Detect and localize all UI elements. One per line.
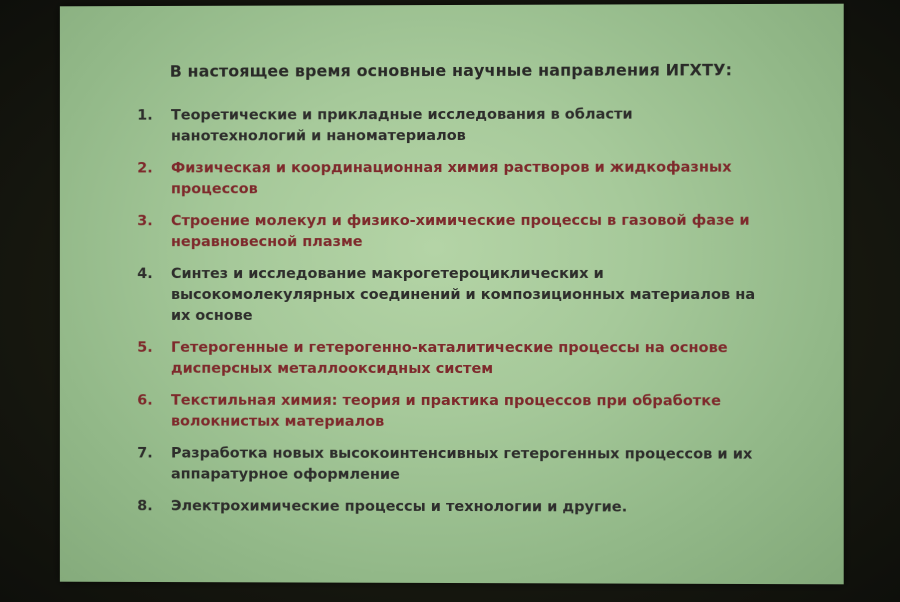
- item-line: их основе: [170, 307, 253, 324]
- item-text: [171, 157, 818, 200]
- item-text: [171, 444, 818, 487]
- item-text: [171, 211, 818, 253]
- item-text: [171, 496, 818, 519]
- list-item: [137, 443, 817, 486]
- item-text: [171, 338, 818, 381]
- list-item: [137, 211, 817, 254]
- item-line: Текстильная химия: теория и практика процессов при обработке: [170, 392, 722, 410]
- item-line: Разработка новых высокоинтенсивных гетерогенных процессов и их: [170, 445, 753, 463]
- item-text: [171, 104, 818, 147]
- research-directions-list: [137, 104, 817, 530]
- item-number: 5.: [137, 339, 153, 356]
- item-line: Строение молекул и физико-химические процессы в газовой фазе и: [170, 212, 750, 230]
- item-line: неравновесной плазме: [170, 234, 363, 251]
- item-line: нанотехнологий и наноматериалов: [170, 127, 466, 145]
- item-number: 4.: [137, 266, 153, 283]
- list-item: [137, 157, 817, 200]
- item-text: [171, 391, 818, 434]
- item-number: 3.: [137, 213, 153, 230]
- item-line: аппаратурное оформление: [170, 466, 400, 483]
- item-number: 7.: [137, 445, 153, 462]
- item-number: 2.: [137, 160, 153, 177]
- list-item: [137, 496, 817, 519]
- item-line: процессов: [170, 181, 258, 198]
- item-line: Синтез и исследование макрогетероциклических и: [170, 265, 604, 283]
- item-line: Гетерогенные и гетерогенно-каталитические процессы на основе: [170, 339, 728, 357]
- item-line: Физическая и координационная химия растворов и жидкофазных: [170, 159, 732, 177]
- list-item: [137, 338, 817, 381]
- item-number: 6.: [137, 392, 153, 409]
- projection-screen: [60, 4, 844, 585]
- item-line: дисперсных металлооксидных систем: [170, 360, 494, 378]
- list-item: [137, 104, 817, 147]
- item-text: [171, 264, 818, 327]
- item-line: Электрохимические процессы и технологии и другие.: [170, 498, 628, 516]
- list-item: [137, 391, 817, 434]
- item-line: волокнистых материалов: [170, 413, 385, 430]
- slide-title: В настоящее время основные научные направления ИГХТУ:: [169, 60, 733, 81]
- list-item: [137, 264, 817, 327]
- item-line: Теоретические и прикладные исследования в области: [170, 106, 633, 124]
- item-line: высокомолекулярных соединений и композиционных материалов на: [170, 286, 756, 304]
- item-number: 8.: [137, 498, 153, 515]
- item-number: 1.: [137, 107, 153, 124]
